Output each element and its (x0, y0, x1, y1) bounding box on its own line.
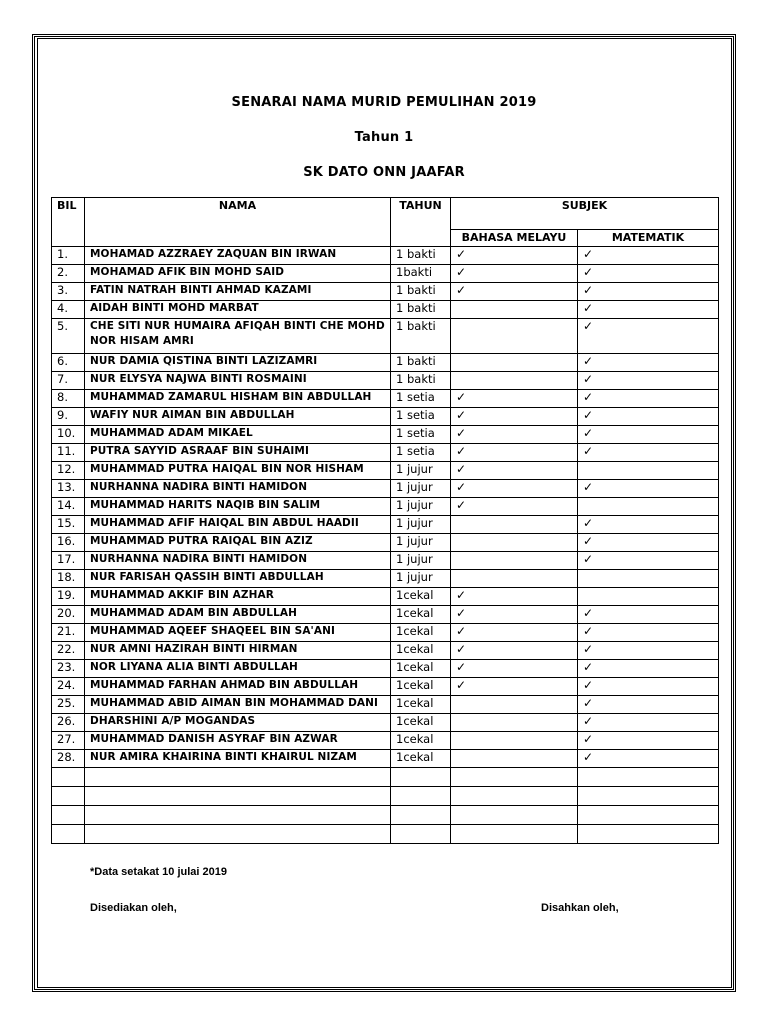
header-tahun: TAHUN (391, 198, 451, 247)
row-matematik-check: ✓ (578, 372, 719, 390)
header-subjek: SUBJEK (451, 198, 719, 230)
document-subtitle-year: Tahun 1 (354, 130, 414, 145)
row-bahasa-melayu-check: ✓ (451, 624, 578, 642)
row-matematik-check: ✓ (578, 516, 719, 534)
table-row (52, 498, 719, 516)
empty-cell (52, 768, 85, 787)
table-row (52, 534, 719, 552)
table-row (52, 624, 719, 642)
row-matematik-check: ✓ (578, 444, 719, 462)
table-row (52, 660, 719, 678)
row-bahasa-melayu-check (451, 750, 578, 768)
row-bil: 12. (52, 462, 85, 480)
row-nama: DHARSHINI A/P MOGANDAS (85, 714, 391, 732)
document-subtitle-school: SK DATO ONN JAAFAR (303, 165, 465, 180)
row-bil: 28. (52, 750, 85, 768)
row-nama: NUR AMIRA KHAIRINA BINTI KHAIRUL NIZAM (85, 750, 391, 768)
row-bil: 2. (52, 265, 85, 283)
row-bahasa-melayu-check: ✓ (451, 678, 578, 696)
row-nama: MUHAMMAD ZAMARUL HISHAM BIN ABDULLAH (85, 390, 391, 408)
row-nama: MUHAMMAD HARITS NAQIB BIN SALIM (85, 498, 391, 516)
row-nama: AIDAH BINTI MOHD MARBAT (85, 301, 391, 319)
empty-table-row (52, 806, 719, 825)
empty-cell (85, 768, 391, 787)
row-matematik-check: ✓ (578, 642, 719, 660)
row-bahasa-melayu-check: ✓ (451, 642, 578, 660)
table-row (52, 516, 719, 534)
row-bahasa-melayu-check (451, 696, 578, 714)
row-bahasa-melayu-check: ✓ (451, 426, 578, 444)
row-bil: 8. (52, 390, 85, 408)
row-bil: 15. (52, 516, 85, 534)
row-tahun: 1 bakti (391, 247, 451, 265)
row-tahun: 1cekal (391, 606, 451, 624)
row-nama: MUHAMMAD FARHAN AHMAD BIN ABDULLAH (85, 678, 391, 696)
row-tahun: 1 jujur (391, 516, 451, 534)
row-bil: 18. (52, 570, 85, 588)
empty-cell (85, 806, 391, 825)
row-matematik-check: ✓ (578, 354, 719, 372)
row-nama: MUHAMMAD PUTRA HAIQAL BIN NOR HISHAM (85, 462, 391, 480)
row-bahasa-melayu-check: ✓ (451, 498, 578, 516)
row-bahasa-melayu-check: ✓ (451, 444, 578, 462)
row-matematik-check (578, 570, 719, 588)
row-matematik-check: ✓ (578, 319, 719, 354)
row-bil: 26. (52, 714, 85, 732)
row-bahasa-melayu-check (451, 516, 578, 534)
row-tahun: 1cekal (391, 732, 451, 750)
row-bil: 3. (52, 283, 85, 301)
table-row (52, 354, 719, 372)
row-matematik-check: ✓ (578, 696, 719, 714)
row-tahun: 1cekal (391, 696, 451, 714)
row-matematik-check: ✓ (578, 283, 719, 301)
table-row (52, 390, 719, 408)
row-nama: NUR FARISAH QASSIH BINTI ABDULLAH (85, 570, 391, 588)
row-tahun: 1cekal (391, 588, 451, 606)
row-bil: 25. (52, 696, 85, 714)
row-nama: PUTRA SAYYID ASRAAF BIN SUHAIMI (85, 444, 391, 462)
row-nama: MUHAMMAD AFIF HAIQAL BIN ABDUL HAADII (85, 516, 391, 534)
empty-cell (52, 825, 85, 844)
row-matematik-check: ✓ (578, 390, 719, 408)
row-tahun: 1 bakti (391, 301, 451, 319)
row-bahasa-melayu-check (451, 354, 578, 372)
table-row (52, 696, 719, 714)
header-matematik: MATEMATIK (578, 230, 719, 247)
row-bil: 16. (52, 534, 85, 552)
row-nama: MUHAMMAD ABID AIMAN BIN MOHAMMAD DANI (85, 696, 391, 714)
row-tahun: 1 bakti (391, 283, 451, 301)
row-tahun: 1cekal (391, 714, 451, 732)
table-row (52, 283, 719, 301)
row-tahun: 1cekal (391, 678, 451, 696)
row-tahun: 1 bakti (391, 319, 451, 354)
row-matematik-check: ✓ (578, 480, 719, 498)
row-nama: MUHAMMAD AKKIF BIN AZHAR (85, 588, 391, 606)
row-matematik-check: ✓ (578, 624, 719, 642)
row-nama: NUR DAMIA QISTINA BINTI LAZIZAMRI (85, 354, 391, 372)
row-nama: MUHAMMAD ADAM MIKAEL (85, 426, 391, 444)
row-tahun: 1 jujur (391, 570, 451, 588)
prepared-by-label: Disediakan oleh, (90, 902, 177, 914)
row-tahun: 1 jujur (391, 534, 451, 552)
row-matematik-check: ✓ (578, 301, 719, 319)
row-bil: 23. (52, 660, 85, 678)
row-bahasa-melayu-check: ✓ (451, 408, 578, 426)
row-matematik-check: ✓ (578, 426, 719, 444)
table-row (52, 247, 719, 265)
row-nama: NURHANNA NADIRA BINTI HAMIDON (85, 552, 391, 570)
row-bahasa-melayu-check: ✓ (451, 588, 578, 606)
empty-cell (85, 787, 391, 806)
table-row (52, 552, 719, 570)
row-bahasa-melayu-check: ✓ (451, 606, 578, 624)
row-bil: 11. (52, 444, 85, 462)
row-matematik-check: ✓ (578, 247, 719, 265)
row-bil: 5. (52, 319, 85, 354)
row-bahasa-melayu-check (451, 732, 578, 750)
row-tahun: 1 bakti (391, 354, 451, 372)
row-nama: MOHAMAD AZZRAEY ZAQUAN BIN IRWAN (85, 247, 391, 265)
row-bil: 24. (52, 678, 85, 696)
document-title: SENARAI NAMA MURID PEMULIHAN 2019 (231, 95, 537, 110)
table-row (52, 606, 719, 624)
table-row (52, 480, 719, 498)
row-tahun: 1cekal (391, 642, 451, 660)
row-tahun: 1 jujur (391, 498, 451, 516)
row-matematik-check: ✓ (578, 660, 719, 678)
row-bahasa-melayu-check: ✓ (451, 390, 578, 408)
row-bil: 17. (52, 552, 85, 570)
row-bil: 22. (52, 642, 85, 660)
empty-table-row (52, 768, 719, 787)
empty-cell (451, 787, 578, 806)
row-bahasa-melayu-check (451, 319, 578, 354)
row-matematik-check (578, 462, 719, 480)
empty-cell (391, 787, 451, 806)
empty-cell (391, 806, 451, 825)
table-row (52, 750, 719, 768)
table-row (52, 372, 719, 390)
table-body (52, 247, 719, 844)
row-nama: FATIN NATRAH BINTI AHMAD KAZAMI (85, 283, 391, 301)
student-table (51, 197, 719, 844)
empty-cell (391, 768, 451, 787)
empty-cell (578, 787, 719, 806)
row-bahasa-melayu-check (451, 534, 578, 552)
table-row (52, 588, 719, 606)
row-bil: 7. (52, 372, 85, 390)
row-nama: MOHAMAD AFIK BIN MOHD SAID (85, 265, 391, 283)
table-row (52, 570, 719, 588)
data-date-note: *Data setakat 10 julai 2019 (90, 866, 227, 878)
row-matematik-check: ✓ (578, 750, 719, 768)
row-tahun: 1 jujur (391, 480, 451, 498)
row-bahasa-melayu-check (451, 714, 578, 732)
row-matematik-check: ✓ (578, 534, 719, 552)
table-row (52, 426, 719, 444)
empty-table-row (52, 787, 719, 806)
row-bahasa-melayu-check: ✓ (451, 247, 578, 265)
row-nama: WAFIY NUR AIMAN BIN ABDULLAH (85, 408, 391, 426)
table-row (52, 408, 719, 426)
row-nama: NURHANNA NADIRA BINTI HAMIDON (85, 480, 391, 498)
empty-cell (391, 825, 451, 844)
row-nama: MUHAMMAD DANISH ASYRAF BIN AZWAR (85, 732, 391, 750)
table-row (52, 714, 719, 732)
row-tahun: 1 setia (391, 408, 451, 426)
empty-cell (451, 806, 578, 825)
row-bil: 14. (52, 498, 85, 516)
empty-cell (578, 825, 719, 844)
row-matematik-check: ✓ (578, 552, 719, 570)
table-row (52, 301, 719, 319)
header-nama: NAMA (85, 198, 391, 247)
row-bahasa-melayu-check (451, 570, 578, 588)
row-bil: 13. (52, 480, 85, 498)
row-tahun: 1cekal (391, 750, 451, 768)
row-nama: CHE SITI NUR HUMAIRA AFIQAH BINTI CHE MOHD NOR HISAM AMRI (85, 319, 391, 354)
row-tahun: 1 jujur (391, 462, 451, 480)
row-nama: MUHAMMAD AQEEF SHAQEEL BIN SA'ANI (85, 624, 391, 642)
table-row (52, 319, 719, 354)
header-bahasa-melayu: BAHASA MELAYU (451, 230, 578, 247)
row-matematik-check: ✓ (578, 265, 719, 283)
row-matematik-check: ✓ (578, 732, 719, 750)
empty-cell (85, 825, 391, 844)
row-bahasa-melayu-check: ✓ (451, 480, 578, 498)
table-row (52, 265, 719, 283)
table-row (52, 642, 719, 660)
row-bil: 10. (52, 426, 85, 444)
row-tahun: 1 jujur (391, 552, 451, 570)
row-bil: 21. (52, 624, 85, 642)
row-bahasa-melayu-check (451, 372, 578, 390)
row-tahun: 1 setia (391, 426, 451, 444)
row-tahun: 1 setia (391, 444, 451, 462)
row-matematik-check (578, 498, 719, 516)
approved-by-label: Disahkan oleh, (541, 902, 619, 914)
row-nama: NUR ELYSYA NAJWA BINTI ROSMAINI (85, 372, 391, 390)
row-bil: 20. (52, 606, 85, 624)
row-matematik-check: ✓ (578, 678, 719, 696)
row-bahasa-melayu-check: ✓ (451, 283, 578, 301)
row-bil: 27. (52, 732, 85, 750)
header-bil: BIL (52, 198, 85, 247)
empty-cell (451, 768, 578, 787)
row-tahun: 1cekal (391, 624, 451, 642)
empty-cell (451, 825, 578, 844)
row-bahasa-melayu-check: ✓ (451, 660, 578, 678)
table-row (52, 444, 719, 462)
row-nama: MUHAMMAD PUTRA RAIQAL BIN AZIZ (85, 534, 391, 552)
row-matematik-check: ✓ (578, 408, 719, 426)
row-bil: 1. (52, 247, 85, 265)
row-bahasa-melayu-check (451, 552, 578, 570)
row-bahasa-melayu-check: ✓ (451, 462, 578, 480)
row-bil: 6. (52, 354, 85, 372)
row-matematik-check: ✓ (578, 606, 719, 624)
row-matematik-check (578, 588, 719, 606)
table-row (52, 678, 719, 696)
row-bil: 19. (52, 588, 85, 606)
table-row (52, 732, 719, 750)
row-tahun: 1 setia (391, 390, 451, 408)
row-bahasa-melayu-check (451, 301, 578, 319)
empty-table-row (52, 825, 719, 844)
row-bil: 9. (52, 408, 85, 426)
row-bahasa-melayu-check: ✓ (451, 265, 578, 283)
row-nama: NOR LIYANA ALIA BINTI ABDULLAH (85, 660, 391, 678)
row-tahun: 1cekal (391, 660, 451, 678)
empty-cell (578, 806, 719, 825)
row-tahun: 1 bakti (391, 372, 451, 390)
empty-cell (52, 806, 85, 825)
row-nama: MUHAMMAD ADAM BIN ABDULLAH (85, 606, 391, 624)
row-nama: NUR AMNI HAZIRAH BINTI HIRMAN (85, 642, 391, 660)
empty-cell (52, 787, 85, 806)
row-tahun: 1bakti (391, 265, 451, 283)
row-bil: 4. (52, 301, 85, 319)
table-header-row (52, 198, 719, 230)
row-matematik-check: ✓ (578, 714, 719, 732)
table-row (52, 462, 719, 480)
empty-cell (578, 768, 719, 787)
